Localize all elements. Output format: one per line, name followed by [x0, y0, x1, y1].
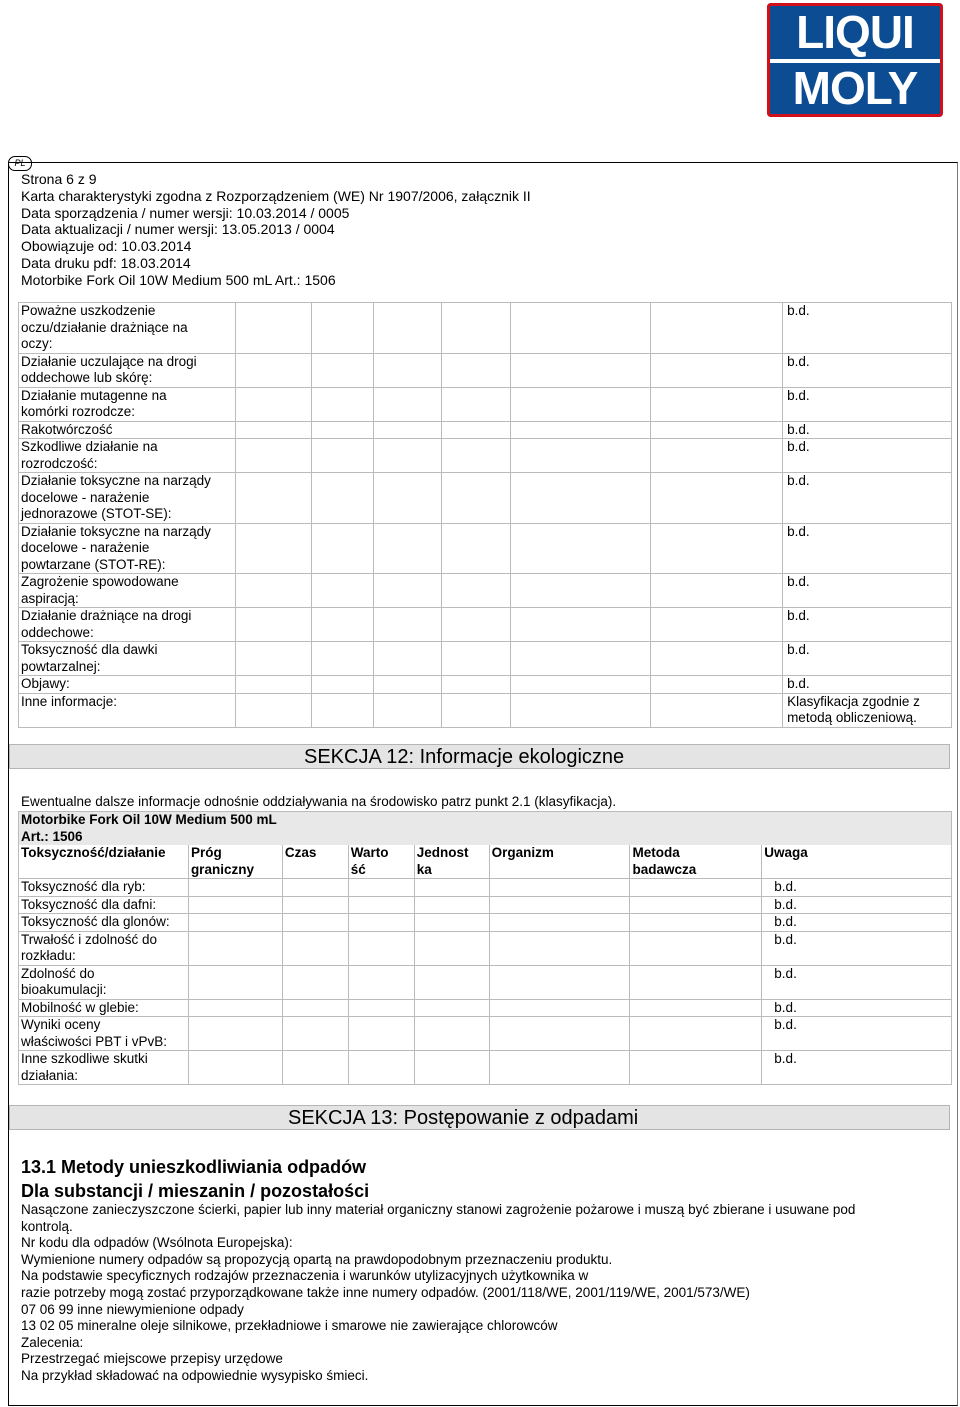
tox-empty-cell: [651, 303, 783, 354]
creation-date: Data sporządzenia / numer wersji: 10.03.2014 / 0005: [21, 204, 350, 221]
tox-empty-cell: [651, 574, 783, 608]
tox-empty-cell: [651, 439, 783, 473]
tox-empty-cell: [441, 676, 511, 694]
tox-empty-cell: [511, 693, 651, 727]
eco-column-header: Metoda badawcza: [630, 845, 762, 879]
disposal-line: Nasączone zanieczyszczone ścierki, papier lub inny materiał organiczny stanowi zagrożenie pożarowe i muszą być zbierane i usuwane pod: [21, 1202, 856, 1217]
eco-row-value: b.d.: [762, 931, 952, 965]
tox-row-label: Zagrożenie spowodowane aspiracją:: [19, 574, 236, 608]
eco-row: [19, 965, 952, 999]
disposal-line: Nr kodu dla odpadów (Wsólnota Europejska):: [21, 1235, 293, 1251]
disposal-line: 13 02 05 mineralne oleje silnikowe, przekładniowe i smarowe nie zawierające chlorowców: [21, 1318, 558, 1334]
eco-row: [19, 1051, 952, 1085]
eco-empty-cell: [630, 965, 762, 999]
tox-empty-cell: [373, 421, 441, 439]
tox-row-label: Objawy:: [19, 676, 236, 694]
eco-empty-cell: [188, 965, 282, 999]
eco-empty-cell: [630, 931, 762, 965]
tox-empty-cell: [311, 387, 373, 421]
regulation-line: Karta charakterystyki zgodna z Rozporządzeniem (WE) Nr 1907/2006, załącznik II: [21, 187, 531, 204]
eco-row-value: b.d.: [762, 896, 952, 914]
tox-row: [19, 303, 952, 354]
eco-empty-cell: [414, 879, 489, 897]
eco-column-header: Toksyczność/działanie: [19, 845, 189, 879]
document-header: [21, 171, 531, 289]
eco-empty-cell: [630, 914, 762, 932]
eco-empty-cell: [348, 1051, 414, 1085]
tox-row-value: b.d.: [783, 353, 952, 387]
tox-empty-cell: [235, 303, 311, 354]
tox-empty-cell: [235, 642, 311, 676]
eco-empty-cell: [489, 1051, 630, 1085]
eco-row-value: b.d.: [762, 1051, 952, 1085]
tox-empty-cell: [235, 473, 311, 524]
disposal-line: Przestrzegać miejscowe przepisy urzędowe: [21, 1351, 283, 1367]
tox-row-label: Działanie mutagenne na komórki rozrodcze:: [19, 387, 236, 421]
tox-row-value: b.d.: [783, 387, 952, 421]
disposal-line: kontrolą.: [21, 1218, 73, 1234]
eco-empty-cell: [188, 914, 282, 932]
tox-empty-cell: [373, 303, 441, 354]
eco-empty-cell: [414, 1051, 489, 1085]
eco-empty-cell: [188, 896, 282, 914]
tox-row: [19, 439, 952, 473]
eco-empty-cell: [630, 1017, 762, 1051]
eco-row-label: Mobilność w glebie:: [19, 999, 189, 1017]
tox-empty-cell: [651, 523, 783, 574]
tox-empty-cell: [311, 693, 373, 727]
tox-row-value: b.d.: [783, 439, 952, 473]
disposal-subheading: Dla substancji / mieszanin / pozostałości: [21, 1181, 370, 1201]
tox-row: [19, 473, 952, 524]
eco-empty-cell: [489, 1017, 630, 1051]
tox-row: [19, 676, 952, 694]
eco-row-label: Trwałość i zdolność do rozkładu:: [19, 931, 189, 965]
disposal-line: 07 06 99 inne niewymienione odpady: [21, 1301, 244, 1317]
tox-empty-cell: [311, 473, 373, 524]
tox-row-label: Działanie toksyczne na narządy docelowe - narażenie powtarzane (STOT-RE):: [19, 523, 236, 574]
tox-row-label: Działanie toksyczne na narządy docelowe - narażenie jednorazowe (STOT-SE):: [19, 473, 236, 524]
tox-row-value: b.d.: [783, 608, 952, 642]
tox-row: [19, 387, 952, 421]
tox-empty-cell: [651, 608, 783, 642]
tox-empty-cell: [651, 353, 783, 387]
eco-column-header: Jednost ka: [414, 845, 489, 879]
ecology-table: [18, 811, 952, 1085]
eco-row-label: Wyniki oceny właściwości PBT i vPvB:: [19, 1017, 189, 1051]
eco-row-value: b.d.: [762, 965, 952, 999]
eco-column-header: Warto ść: [348, 845, 414, 879]
eco-row: [19, 931, 952, 965]
eco-empty-cell: [348, 896, 414, 914]
tox-empty-cell: [373, 693, 441, 727]
eco-empty-cell: [188, 1051, 282, 1085]
tox-empty-cell: [511, 523, 651, 574]
eco-empty-cell: [188, 879, 282, 897]
logo-line1: LIQUI: [767, 7, 943, 57]
tox-empty-cell: [511, 473, 651, 524]
tox-row-value: b.d.: [783, 574, 952, 608]
tox-empty-cell: [441, 523, 511, 574]
eco-empty-cell: [414, 965, 489, 999]
eco-empty-cell: [348, 879, 414, 897]
disposal-heading: 13.1 Metody unieszkodliwiania odpadów: [21, 1157, 367, 1177]
disposal-line: Na przykład składować na odpowiednie wysypisko śmieci.: [21, 1367, 369, 1383]
tox-empty-cell: [511, 642, 651, 676]
eco-empty-cell: [630, 879, 762, 897]
tox-empty-cell: [441, 473, 511, 524]
eco-empty-cell: [282, 896, 348, 914]
eco-empty-cell: [282, 931, 348, 965]
tox-row-value: b.d.: [783, 473, 952, 524]
eco-empty-cell: [489, 914, 630, 932]
eco-empty-cell: [282, 914, 348, 932]
tox-empty-cell: [373, 574, 441, 608]
eco-empty-cell: [489, 879, 630, 897]
tox-empty-cell: [235, 421, 311, 439]
eco-empty-cell: [188, 1017, 282, 1051]
tox-row-label: Działanie drażniące na drogi oddechowe:: [19, 608, 236, 642]
disposal-line: Zalecenia:: [21, 1334, 84, 1350]
eco-empty-cell: [348, 914, 414, 932]
section-13-title: SEKCJA 13: Postępowanie z odpadami: [288, 1107, 639, 1129]
tox-empty-cell: [651, 693, 783, 727]
tox-row: [19, 353, 952, 387]
tox-empty-cell: [311, 439, 373, 473]
tox-empty-cell: [441, 421, 511, 439]
page-number: Strona 6 z 9: [21, 171, 97, 187]
tox-row: [19, 608, 952, 642]
eco-row: [19, 879, 952, 897]
toxicology-table: [18, 302, 952, 728]
tox-empty-cell: [373, 387, 441, 421]
tox-empty-cell: [311, 608, 373, 642]
tox-row-label: Działanie uczulające na drogi oddechowe lub skórę:: [19, 353, 236, 387]
logo-line2: MOLY: [792, 62, 918, 114]
eco-empty-cell: [630, 896, 762, 914]
eco-row-label: Toksyczność dla dafni:: [19, 896, 189, 914]
logo-border: [767, 3, 943, 117]
eco-empty-cell: [414, 914, 489, 932]
update-date: Data aktualizacji / numer wersji: 13.05.2013 / 0004: [21, 221, 335, 238]
tox-empty-cell: [311, 353, 373, 387]
disposal-line: Wymienione numery odpadów są propozycją opartą na prawdopodobnym przeznaczeniu produktu.: [21, 1251, 613, 1267]
eco-row-value: b.d.: [762, 999, 952, 1017]
tox-empty-cell: [373, 439, 441, 473]
tox-row-value: b.d.: [783, 523, 952, 574]
eco-empty-cell: [282, 999, 348, 1017]
tox-empty-cell: [373, 642, 441, 676]
eco-empty-cell: [188, 999, 282, 1017]
eco-empty-cell: [188, 931, 282, 965]
tox-empty-cell: [441, 439, 511, 473]
tox-empty-cell: [651, 676, 783, 694]
tox-empty-cell: [235, 439, 311, 473]
product-line: Motorbike Fork Oil 10W Medium 500 mL Art.: 1506: [21, 271, 336, 288]
eco-empty-cell: [414, 896, 489, 914]
eco-row-label: Zdolność do bioakumulacji:: [19, 965, 189, 999]
print-date: Data druku pdf: 18.03.2014: [21, 254, 191, 271]
eco-row-value: b.d.: [762, 914, 952, 932]
tox-empty-cell: [651, 387, 783, 421]
eco-row: [19, 999, 952, 1017]
tox-empty-cell: [511, 608, 651, 642]
section-13-bar: [9, 1105, 950, 1130]
eco-empty-cell: [414, 1017, 489, 1051]
tox-empty-cell: [441, 642, 511, 676]
eco-empty-cell: [489, 999, 630, 1017]
tox-row: [19, 574, 952, 608]
eco-column-header: Próg graniczny: [188, 845, 282, 879]
tox-empty-cell: [235, 574, 311, 608]
eco-row-value: b.d.: [762, 1017, 952, 1051]
language-badge: PL: [8, 156, 32, 171]
liqui-moly-logo: [767, 3, 943, 117]
tox-empty-cell: [511, 574, 651, 608]
eco-empty-cell: [489, 965, 630, 999]
tox-empty-cell: [373, 473, 441, 524]
tox-empty-cell: [373, 608, 441, 642]
tox-row-value: Klasyfikacja zgodnie z metodą obliczeniową.: [783, 693, 952, 727]
eco-empty-cell: [630, 1051, 762, 1085]
tox-empty-cell: [235, 608, 311, 642]
tox-row-label: Inne informacje:: [19, 693, 236, 727]
eco-empty-cell: [414, 999, 489, 1017]
tox-empty-cell: [511, 439, 651, 473]
eco-row-label: Toksyczność dla glonów:: [19, 914, 189, 932]
valid-from: Obowiązuje od: 10.03.2014: [21, 238, 192, 255]
eco-row: [19, 896, 952, 914]
tox-empty-cell: [651, 642, 783, 676]
section-12-bar: [9, 744, 950, 769]
eco-empty-cell: [489, 931, 630, 965]
eco-art: Art.: 1506: [21, 828, 83, 844]
eco-empty-cell: [489, 896, 630, 914]
tox-empty-cell: [511, 303, 651, 354]
tox-row-label: Szkodliwe działanie na rozrodczość:: [19, 439, 236, 473]
tox-empty-cell: [311, 676, 373, 694]
tox-empty-cell: [311, 642, 373, 676]
tox-empty-cell: [235, 387, 311, 421]
tox-row: [19, 523, 952, 574]
tox-empty-cell: [511, 421, 651, 439]
tox-row: [19, 642, 952, 676]
eco-empty-cell: [348, 1017, 414, 1051]
tox-empty-cell: [235, 523, 311, 574]
eco-empty-cell: [630, 999, 762, 1017]
tox-empty-cell: [441, 387, 511, 421]
eco-intro: Ewentualne dalsze informacje odnośnie oddziaływania na środowisko patrz punkt 2.1 (klasyfikacja).: [21, 794, 617, 809]
tox-empty-cell: [511, 676, 651, 694]
tox-empty-cell: [235, 693, 311, 727]
disposal-text: [21, 1202, 855, 1385]
eco-product: Motorbike Fork Oil 10W Medium 500 mL: [21, 812, 277, 827]
eco-row-value: b.d.: [762, 879, 952, 897]
tox-empty-cell: [441, 574, 511, 608]
eco-empty-cell: [282, 1017, 348, 1051]
tox-empty-cell: [651, 473, 783, 524]
tox-row-value: b.d.: [783, 303, 952, 354]
tox-row-value: b.d.: [783, 676, 952, 694]
eco-row: [19, 1017, 952, 1051]
tox-empty-cell: [651, 421, 783, 439]
tox-row-label: Toksyczność dla dawki powtarzalnej:: [19, 642, 236, 676]
tox-row-value: b.d.: [783, 642, 952, 676]
tox-empty-cell: [373, 353, 441, 387]
eco-row-label: Toksyczność dla ryb:: [19, 879, 189, 897]
tox-empty-cell: [373, 676, 441, 694]
tox-empty-cell: [311, 303, 373, 354]
eco-column-header: Czas: [282, 845, 348, 879]
eco-row-label: Inne szkodliwe skutki działania:: [19, 1051, 189, 1085]
tox-empty-cell: [441, 353, 511, 387]
tox-empty-cell: [441, 693, 511, 727]
tox-empty-cell: [311, 574, 373, 608]
tox-empty-cell: [235, 353, 311, 387]
eco-column-header: Organizm: [489, 845, 630, 879]
disposal-line: Na podstawie specyficznych rodzajów przeznaczenia i warunków utylizacyjnych użytkownika w: [21, 1268, 589, 1284]
tox-empty-cell: [311, 421, 373, 439]
tox-empty-cell: [311, 523, 373, 574]
eco-empty-cell: [414, 931, 489, 965]
tox-empty-cell: [511, 353, 651, 387]
tox-empty-cell: [441, 608, 511, 642]
tox-empty-cell: [441, 303, 511, 354]
tox-row-value: b.d.: [783, 421, 952, 439]
tox-row-label: Rakotwórczość: [19, 421, 236, 439]
tox-empty-cell: [511, 387, 651, 421]
tox-row: [19, 693, 952, 727]
eco-column-header: Uwaga: [762, 845, 952, 879]
tox-empty-cell: [235, 676, 311, 694]
eco-empty-cell: [282, 965, 348, 999]
eco-row: [19, 914, 952, 932]
eco-empty-cell: [348, 965, 414, 999]
eco-empty-cell: [348, 999, 414, 1017]
eco-empty-cell: [282, 1051, 348, 1085]
tox-row: [19, 421, 952, 439]
section-12-title: SEKCJA 12: Informacje ekologiczne: [304, 746, 625, 768]
eco-empty-cell: [348, 931, 414, 965]
disposal-line: razie potrzeby mogą zostać przyporządkowane także inne numery odpadów. (2001/118/WE, 2001/119/WE, 2001/573/WE): [21, 1284, 750, 1300]
tox-empty-cell: [373, 523, 441, 574]
eco-empty-cell: [282, 879, 348, 897]
tox-row-label: Poważne uszkodzenie oczu/działanie drażniące na oczy:: [19, 303, 236, 354]
